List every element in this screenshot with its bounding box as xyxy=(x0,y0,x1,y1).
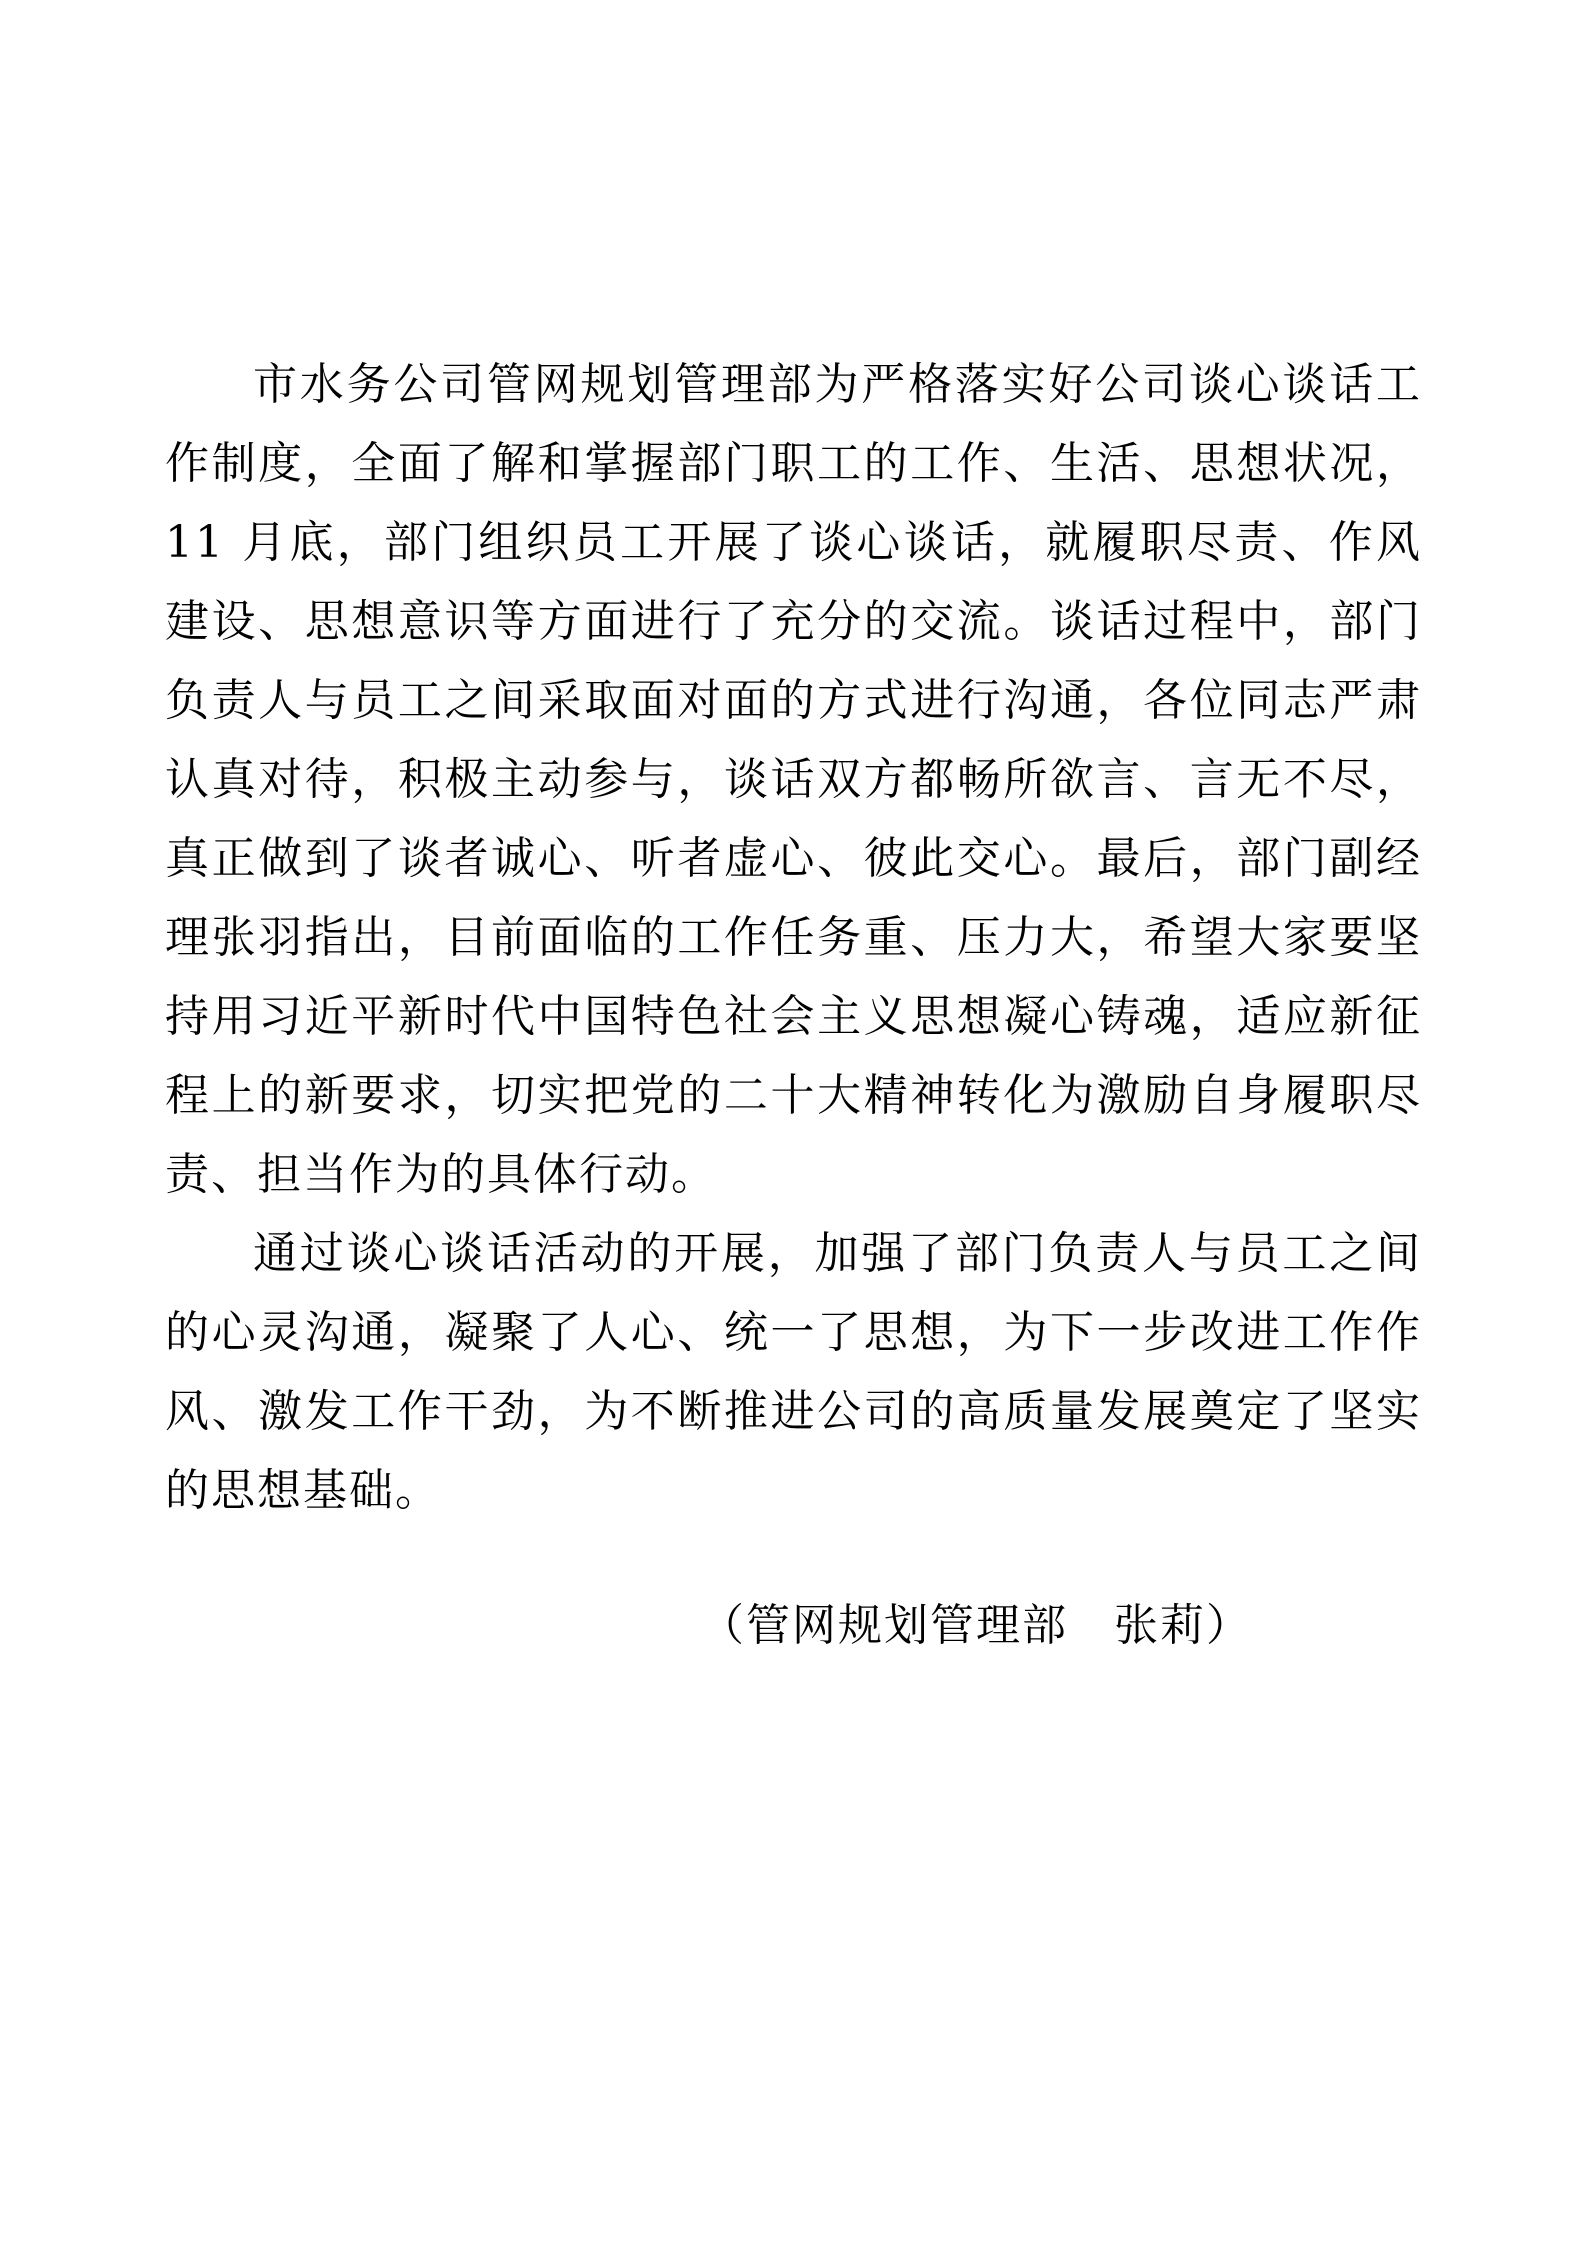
paragraph-1: 市水务公司管网规划管理部为严格落实好公司谈心谈话工作制度，全面了解和掌握部门职工的工作、生活、思想状况，11 月底，部门组织员工开展了谈心谈话，就履职尽责、作风建设、思想意识等方面进行了充分的交流。谈话过程中，部门负责人与员工之间采取面对面的方式进行沟通，各位同志严肃认真对待，积极主动参与，谈话双方都畅所欲言、言无不尽，真正做到了谈者诚心、听者虚心、彼此交心。最后，部门副经理张羽指出，目前面临的工作任务重、压力大，希望大家要坚持用习近平新时代中国特色社会主义思想凝心铸魂，适应新征程上的新要求，切实把党的二十大精神转化为激励自身履职尽责、担当作为的具体行动。 xyxy=(165,359,1422,1200)
paragraph-2: 通过谈心谈话活动的开展，加强了部门负责人与员工之间的心灵沟通，凝聚了人心、统一了思想，为下一步改进工作作风、激发工作干劲，为不断推进公司的高质量发展奠定了坚实的思想基础。 xyxy=(165,1228,1422,1516)
signature-line: （管网规划管理部 张莉） xyxy=(700,1600,1252,1651)
document-body xyxy=(165,345,1422,1665)
